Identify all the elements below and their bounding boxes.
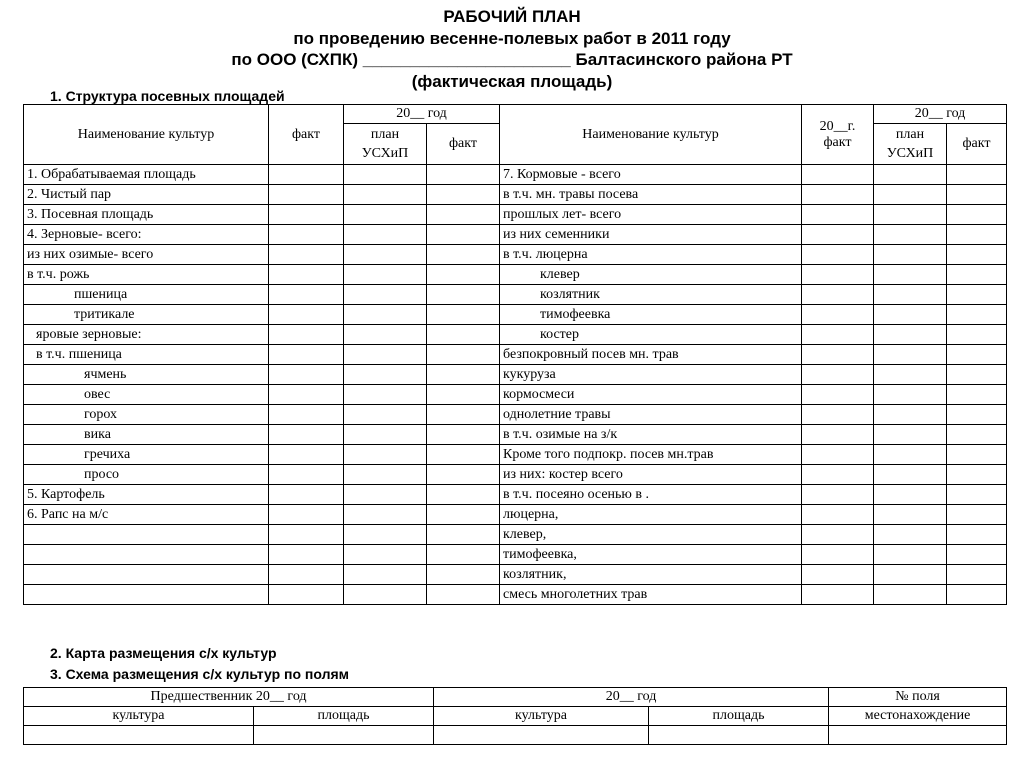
table-row: [24, 726, 1007, 745]
header-crop-1: культура: [24, 707, 254, 726]
cell: [874, 185, 947, 205]
cell: [344, 225, 427, 245]
header-year-left: 20__ год: [344, 105, 500, 124]
cell: [269, 245, 344, 265]
document-subtitle: по проведению весенне-полевых работ в 2011 году: [293, 29, 731, 48]
cell: [802, 505, 874, 525]
table-row: [24, 505, 1007, 525]
cell: [344, 345, 427, 365]
cell: [947, 365, 1007, 385]
cell: [427, 485, 500, 505]
header-field-number: № поля: [829, 688, 1007, 707]
left-crop-label: 1. Обрабатываемая площадь: [24, 165, 269, 185]
header-plan-right: план УСХиП: [874, 124, 947, 165]
cell: [874, 405, 947, 425]
left-crop-label: пшеница: [24, 285, 269, 305]
cell: [427, 565, 500, 585]
cell: [427, 445, 500, 465]
header-crop-name-right: Наименование культур: [500, 105, 802, 165]
cell: [874, 265, 947, 285]
right-crop-label: Кроме того подпокр. посев мн.трав: [500, 445, 802, 465]
cell: [269, 405, 344, 425]
header-year-fact-right: 20__г. факт: [802, 105, 874, 165]
left-crop-label: 6. Рапс на м/с: [24, 505, 269, 525]
organization-line: по ООО (СХПК) ______________________ Балтасинского района РТ: [231, 50, 793, 69]
cell: [802, 385, 874, 405]
table-row: [24, 165, 1007, 185]
header-year: 20__ год: [434, 688, 829, 707]
left-crop-label: просо: [24, 465, 269, 485]
header-fact-left: факт: [269, 105, 344, 165]
cell: [874, 365, 947, 385]
cell: [269, 205, 344, 225]
table-row: [24, 225, 1007, 245]
cell: [874, 465, 947, 485]
cell: [269, 525, 344, 545]
cell: [344, 385, 427, 405]
cell: [947, 485, 1007, 505]
cell: [947, 165, 1007, 185]
cell: [344, 365, 427, 385]
left-crop-label: [24, 525, 269, 545]
table-row: [24, 285, 1007, 305]
table-row: [24, 345, 1007, 365]
left-crop-label: овес: [24, 385, 269, 405]
cell: [874, 445, 947, 465]
right-crop-label: в т.ч. люцерна: [500, 245, 802, 265]
cell: [344, 545, 427, 565]
cell: [802, 405, 874, 425]
cell: [802, 245, 874, 265]
right-crop-label: козлятник: [500, 285, 802, 305]
cell: [874, 345, 947, 365]
table-row: [24, 585, 1007, 605]
cell: [344, 525, 427, 545]
section-2-title: 2. Карта размещения с/х культур: [50, 645, 277, 661]
cell: [427, 345, 500, 365]
left-crop-label: 5. Картофель: [24, 485, 269, 505]
cell: [427, 185, 500, 205]
cell: [802, 205, 874, 225]
cell: [802, 305, 874, 325]
cell: [947, 345, 1007, 365]
section-3-title: 3. Схема размещения с/х культур по полям: [50, 666, 349, 682]
table-row: [24, 485, 1007, 505]
right-crop-label: однолетние травы: [500, 405, 802, 425]
cell: [802, 265, 874, 285]
cell: [427, 305, 500, 325]
cell: [802, 185, 874, 205]
cell: [802, 585, 874, 605]
table-row: [24, 385, 1007, 405]
header-year-right: 20__ год: [874, 105, 1007, 124]
cell: [947, 405, 1007, 425]
cell: [874, 565, 947, 585]
left-crop-label: горох: [24, 405, 269, 425]
cell: [344, 245, 427, 265]
cell: [427, 505, 500, 525]
table-row: [24, 565, 1007, 585]
right-crop-label: безпокровный посев мн. трав: [500, 345, 802, 365]
left-crop-label: 4. Зерновые- всего:: [24, 225, 269, 245]
left-crop-label: 2. Чистый пар: [24, 185, 269, 205]
cell: [344, 505, 427, 525]
header-crop-name-left: Наименование культур: [24, 105, 269, 165]
cell: [947, 285, 1007, 305]
cell: [254, 726, 434, 745]
table-row: [24, 425, 1007, 445]
table-row: [24, 445, 1007, 465]
cell: [947, 525, 1007, 545]
cell: [269, 565, 344, 585]
cell: [269, 485, 344, 505]
cell: [269, 165, 344, 185]
cell: [947, 245, 1007, 265]
cell: [269, 585, 344, 605]
field-scheme-table: [23, 687, 1007, 745]
header-crop-2: культура: [434, 707, 649, 726]
cell: [344, 565, 427, 585]
left-crop-label: [24, 545, 269, 565]
cell: [874, 165, 947, 185]
cell: [427, 225, 500, 245]
cell: [269, 225, 344, 245]
right-crop-label: прошлых лет- всего: [500, 205, 802, 225]
cell: [344, 165, 427, 185]
cell: [947, 565, 1007, 585]
cell: [269, 465, 344, 485]
cell: [427, 325, 500, 345]
cell: [947, 305, 1007, 325]
right-crop-label: 7. Кормовые - всего: [500, 165, 802, 185]
cell: [947, 265, 1007, 285]
right-crop-label: в т.ч. посеяно осенью в .: [500, 485, 802, 505]
header-fact-sub-left: факт: [427, 124, 500, 165]
right-crop-label: кукуруза: [500, 365, 802, 385]
cell: [874, 385, 947, 405]
cell: [269, 365, 344, 385]
cell: [874, 205, 947, 225]
table-row: [24, 205, 1007, 225]
cell: [802, 545, 874, 565]
cell: [427, 425, 500, 445]
crop-structure-table: [23, 104, 1007, 605]
cell: [269, 325, 344, 345]
cell: [802, 465, 874, 485]
cell: [269, 425, 344, 445]
cell: [802, 345, 874, 365]
cell: [269, 385, 344, 405]
cell: [427, 205, 500, 225]
cell: [874, 245, 947, 265]
cell: [344, 185, 427, 205]
right-crop-label: клевер,: [500, 525, 802, 545]
cell: [802, 425, 874, 445]
cell: [947, 505, 1007, 525]
table-row: [24, 365, 1007, 385]
cell: [344, 285, 427, 305]
cell: [802, 165, 874, 185]
header-area-2: площадь: [649, 707, 829, 726]
table-row: [24, 185, 1007, 205]
table-row: [24, 245, 1007, 265]
table-row: [24, 545, 1007, 565]
right-crop-label: в т.ч. мн. травы посева: [500, 185, 802, 205]
cell: [947, 445, 1007, 465]
table-row: [24, 465, 1007, 485]
right-crop-label: клевер: [500, 265, 802, 285]
cell: [947, 545, 1007, 565]
cell: [269, 505, 344, 525]
cell: [427, 385, 500, 405]
cell: [427, 165, 500, 185]
right-crop-label: козлятник,: [500, 565, 802, 585]
cell: [269, 445, 344, 465]
cell: [269, 265, 344, 285]
right-crop-label: из них: костер всего: [500, 465, 802, 485]
cell: [802, 485, 874, 505]
table-row: [24, 325, 1007, 345]
cell: [874, 485, 947, 505]
left-crop-label: ячмень: [24, 365, 269, 385]
cell: [802, 325, 874, 345]
cell: [344, 405, 427, 425]
cell: [427, 265, 500, 285]
cell: [874, 225, 947, 245]
cell: [802, 445, 874, 465]
cell: [947, 585, 1007, 605]
cell: [947, 225, 1007, 245]
cell: [829, 726, 1007, 745]
right-crop-label: костер: [500, 325, 802, 345]
cell: [947, 325, 1007, 345]
cell: [344, 325, 427, 345]
area-note: (фактическая площадь): [411, 72, 613, 91]
section-1-title: 1. Структура посевных площадей: [50, 88, 285, 104]
cell: [947, 185, 1007, 205]
left-crop-label: [24, 565, 269, 585]
header-location: местонахождение: [829, 707, 1007, 726]
table-row: [24, 305, 1007, 325]
cell: [427, 365, 500, 385]
cell: [874, 285, 947, 305]
cell: [427, 285, 500, 305]
right-crop-label: смесь многолетних трав: [500, 585, 802, 605]
cell: [427, 545, 500, 565]
cell: [947, 425, 1007, 445]
cell: [947, 385, 1007, 405]
cell: [947, 205, 1007, 225]
right-crop-label: из них семенники: [500, 225, 802, 245]
left-crop-label: в т.ч. рожь: [24, 265, 269, 285]
cell: [427, 405, 500, 425]
left-crop-label: [24, 585, 269, 605]
cell: [802, 225, 874, 245]
cell: [344, 585, 427, 605]
cell: [874, 585, 947, 605]
left-crop-label: яровые зерновые:: [24, 325, 269, 345]
table-row: [24, 405, 1007, 425]
right-crop-label: кормосмеси: [500, 385, 802, 405]
cell: [874, 325, 947, 345]
cell: [802, 525, 874, 545]
cell: [269, 305, 344, 325]
left-crop-label: вика: [24, 425, 269, 445]
left-crop-label: в т.ч. пшеница: [24, 345, 269, 365]
cell: [802, 285, 874, 305]
cell: [434, 726, 649, 745]
table-row: [24, 525, 1007, 545]
cell: [344, 425, 427, 445]
cell: [24, 726, 254, 745]
right-crop-label: тимофеевка,: [500, 545, 802, 565]
cell: [427, 245, 500, 265]
cell: [649, 726, 829, 745]
cell: [269, 545, 344, 565]
cell: [269, 345, 344, 365]
cell: [344, 265, 427, 285]
cell: [344, 465, 427, 485]
document-title: РАБОЧИЙ ПЛАН: [443, 7, 581, 26]
header-fact-sub-right: факт: [947, 124, 1007, 165]
cell: [874, 505, 947, 525]
cell: [947, 465, 1007, 485]
header-plan-left: план УСХиП: [344, 124, 427, 165]
cell: [269, 185, 344, 205]
header-predecessor: Предшественник 20__ год: [24, 688, 434, 707]
left-crop-label: гречиха: [24, 445, 269, 465]
cell: [874, 425, 947, 445]
header-area-1: площадь: [254, 707, 434, 726]
cell: [344, 485, 427, 505]
cell: [344, 305, 427, 325]
right-crop-label: в т.ч. озимые на з/к: [500, 425, 802, 445]
cell: [802, 365, 874, 385]
table-row: [24, 265, 1007, 285]
cell: [427, 465, 500, 485]
cell: [344, 205, 427, 225]
cell: [802, 565, 874, 585]
left-crop-label: 3. Посевная площадь: [24, 205, 269, 225]
left-crop-label: из них озимые- всего: [24, 245, 269, 265]
right-crop-label: люцерна,: [500, 505, 802, 525]
cell: [427, 585, 500, 605]
cell: [269, 285, 344, 305]
cell: [874, 305, 947, 325]
right-crop-label: тимофеевка: [500, 305, 802, 325]
cell: [427, 525, 500, 545]
cell: [874, 525, 947, 545]
left-crop-label: тритикале: [24, 305, 269, 325]
cell: [874, 545, 947, 565]
cell: [344, 445, 427, 465]
